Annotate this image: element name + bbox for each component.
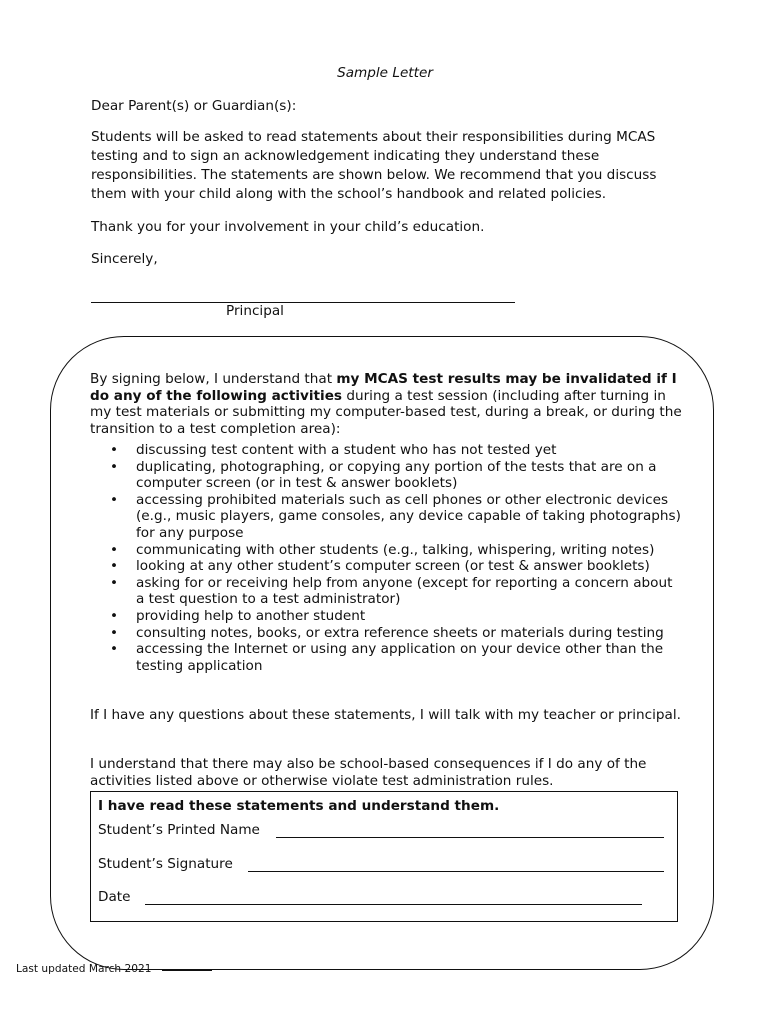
closing: Sincerely, <box>91 251 158 267</box>
bullet-icon: • <box>110 558 119 575</box>
activity-text: accessing prohibited materials such as cell phones or other electronic devices (e.g., music players, game consoles, any device capable of taking photographs) for any purpose <box>136 491 681 541</box>
footer-rule <box>162 970 212 971</box>
principal-label: Principal <box>226 303 284 319</box>
intro-paragraph: Students will be asked to read statements about their responsibilities during MCAS testing and to sign an acknowledgement indicating they understand these responsibilities. The statements are shown below. We recommend that you discuss them with your child along with the school’s handbook and related policies. <box>91 129 657 202</box>
activity-item <box>90 608 685 625</box>
date-label: Date <box>98 889 131 905</box>
greeting: Dear Parent(s) or Guardian(s): <box>91 98 297 114</box>
activity-item <box>90 542 685 559</box>
bullet-icon: • <box>110 624 119 641</box>
activities-list <box>90 442 685 674</box>
bullet-icon: • <box>110 458 119 475</box>
activity-item <box>90 442 685 459</box>
bullet-icon: • <box>110 541 119 558</box>
activity-text: accessing the Internet or using any application on your device other than the testing application <box>136 641 664 674</box>
activity-item <box>90 575 685 608</box>
bullet-icon: • <box>110 574 119 591</box>
last-updated: Last updated March 2021 <box>16 963 152 975</box>
activity-text: communicating with other students (e.g., talking, whispering, writing notes) <box>136 541 655 558</box>
bullet-icon: • <box>110 442 119 458</box>
activity-text: discussing test content with a student who has not tested yet <box>136 442 557 458</box>
activity-text: looking at any other student’s computer screen (or test & answer booklets) <box>136 558 650 575</box>
activity-text: asking for or receiving help from anyone (except for reporting a concern about a test question to a test administrator) <box>136 574 673 608</box>
date-field[interactable] <box>145 904 642 905</box>
signature-field[interactable] <box>248 871 664 872</box>
questions-paragraph: If I have any questions about these statements, I will talk with my teacher or principal. <box>90 707 681 723</box>
letter-title: Sample Letter <box>337 65 433 81</box>
statement-lead <box>90 371 685 437</box>
activity-text: consulting notes, books, or extra reference sheets or materials during testing <box>136 624 664 641</box>
bullet-icon: • <box>110 607 119 624</box>
consequences-paragraph: I understand that there may also be school-based consequences if I do any of the activities listed above or otherwise violate test administration rules. <box>90 756 647 789</box>
acknowledgement-box <box>90 791 678 922</box>
activity-item <box>90 459 685 492</box>
signature-label: Student’s Signature <box>98 856 233 872</box>
bullet-icon: • <box>110 491 119 508</box>
printed-name-field[interactable] <box>276 837 664 838</box>
principal-signature-line <box>91 302 515 303</box>
activity-text: providing help to another student <box>136 607 366 624</box>
printed-name-label: Student’s Printed Name <box>98 822 260 838</box>
activity-text: duplicating, photographing, or copying any portion of the tests that are on a computer screen (or in test & answer booklets) <box>136 458 657 492</box>
bullet-icon: • <box>110 641 119 658</box>
lead-text-end: during a test session (including after turning in my test materials or submitting my computer-based test, during a break, or during the transition to a test completion area): <box>90 387 682 437</box>
activity-item <box>90 641 685 674</box>
thanks-line: Thank you for your involvement in your child’s education. <box>91 219 485 235</box>
lead-text-start: By signing below, I understand that <box>90 371 337 387</box>
activity-item <box>90 558 685 575</box>
activity-item <box>90 625 685 642</box>
activity-item <box>90 492 685 542</box>
acknowledgement-heading: I have read these statements and understand them. <box>98 798 500 814</box>
activities-list-wrapper <box>90 442 685 674</box>
lead-text-bold: my MCAS test results may be invalidated if I do any of the following activities <box>90 371 677 404</box>
